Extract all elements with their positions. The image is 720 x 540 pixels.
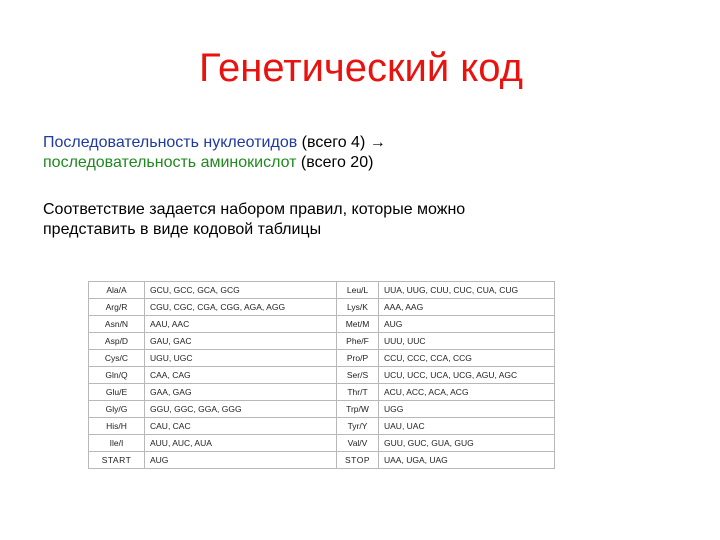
codons-cell: UAU, UAC [379, 418, 555, 435]
amino-acid-cell: START [89, 452, 145, 469]
sequence-line-1 [43, 133, 386, 153]
amino-acid-cell: Asn/N [89, 316, 145, 333]
codons-cell: UGU, UGC [145, 350, 337, 367]
table-row [89, 316, 555, 333]
codon-table-body [89, 282, 555, 469]
nucleotide-sequence-text: Последовательность нуклеотидов [43, 134, 298, 151]
amino-acid-cell: His/H [89, 418, 145, 435]
codons-cell: GAU, GAC [145, 333, 337, 350]
amino-acid-cell: Gln/Q [89, 367, 145, 384]
amino-acid-cell: Ile/I [89, 435, 145, 452]
amino-acid-cell: Met/M [337, 316, 379, 333]
table-row [89, 384, 555, 401]
codons-cell: UUU, UUC [379, 333, 555, 350]
correspondence-paragraph [43, 200, 465, 240]
amino-acid-cell: Tyr/Y [337, 418, 379, 435]
amino-acid-cell: Trp/W [337, 401, 379, 418]
table-row [89, 299, 555, 316]
codons-cell: CAA, CAG [145, 367, 337, 384]
codons-cell: CAU, CAC [145, 418, 337, 435]
codons-cell: AAA, AAG [379, 299, 555, 316]
table-row [89, 452, 555, 469]
amino-acid-cell: Gly/G [89, 401, 145, 418]
aminoacid-count-text: (всего 20) [296, 154, 374, 171]
codons-cell: AUG [145, 452, 337, 469]
table-row [89, 418, 555, 435]
codons-cell: AUU, AUC, AUA [145, 435, 337, 452]
nucleotide-count-text: (всего 4) → [297, 134, 386, 151]
page-title: Генетический код [199, 46, 523, 90]
amino-acid-cell: Lys/K [337, 299, 379, 316]
sequence-paragraph [43, 133, 386, 173]
amino-acid-cell: Ser/S [337, 367, 379, 384]
amino-acid-cell: Glu/E [89, 384, 145, 401]
amino-acid-cell: Val/V [337, 435, 379, 452]
codons-cell: CGU, CGC, CGA, CGG, AGA, AGG [145, 299, 337, 316]
codons-cell: GGU, GGC, GGA, GGG [145, 401, 337, 418]
amino-acid-cell: Pro/P [337, 350, 379, 367]
codons-cell: UCU, UCC, UCA, UCG, AGU, AGC [379, 367, 555, 384]
table-row [89, 435, 555, 452]
codon-table [88, 281, 555, 469]
codons-cell: AUG [379, 316, 555, 333]
table-row [89, 367, 555, 384]
sequence-line-2 [43, 153, 386, 173]
codons-cell: UUA, UUG, CUU, CUC, CUA, CUG [379, 282, 555, 299]
codons-cell: UAA, UGA, UAG [379, 452, 555, 469]
amino-acid-cell: Arg/R [89, 299, 145, 316]
codons-cell: GAA, GAG [145, 384, 337, 401]
table-row [89, 282, 555, 299]
table-row [89, 401, 555, 418]
codons-cell: ACU, ACC, ACA, ACG [379, 384, 555, 401]
codons-cell: GCU, GCC, GCA, GCG [145, 282, 337, 299]
amino-acid-cell: STOP [337, 452, 379, 469]
amino-acid-cell: Thr/T [337, 384, 379, 401]
table-row [89, 333, 555, 350]
codons-cell: GUU, GUC, GUA, GUG [379, 435, 555, 452]
codons-cell: CCU, CCC, CCA, CCG [379, 350, 555, 367]
correspondence-line-1: Соответствие задается набором правил, которые можно [43, 201, 466, 218]
amino-acid-cell: Asp/D [89, 333, 145, 350]
aminoacid-sequence-text: последовательность аминокислот [43, 154, 297, 171]
amino-acid-cell: Leu/L [337, 282, 379, 299]
codons-cell: AAU, AAC [145, 316, 337, 333]
amino-acid-cell: Cys/C [89, 350, 145, 367]
amino-acid-cell: Phe/F [337, 333, 379, 350]
codons-cell: UGG [379, 401, 555, 418]
amino-acid-cell: Ala/A [89, 282, 145, 299]
correspondence-line-2: представить в виде кодовой таблицы [43, 221, 322, 238]
table-row [89, 350, 555, 367]
